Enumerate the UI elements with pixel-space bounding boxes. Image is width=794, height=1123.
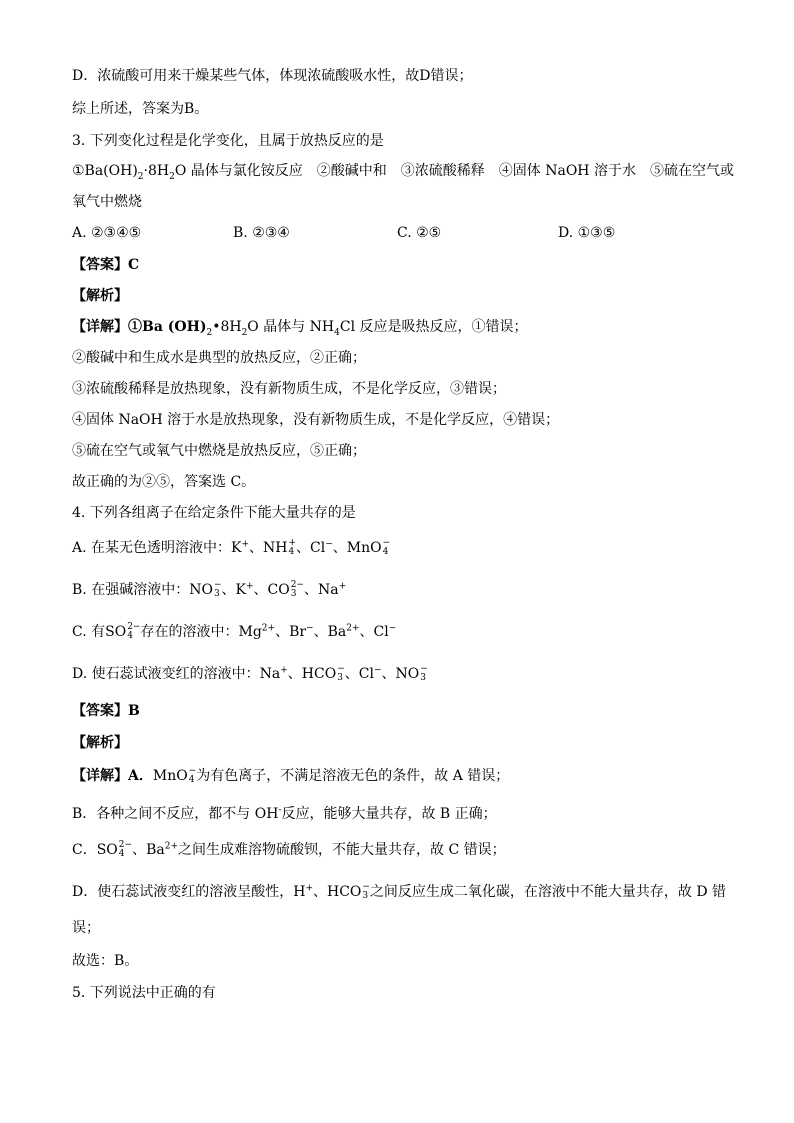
detail-4-line-6: 故选：B。	[72, 953, 139, 969]
question-4-option-a[interactable]: A. 在某无色透明溶液中：K+、NH + 4 、Cl−、MnO − 4	[72, 538, 391, 557]
answer-4: 【答案】B	[72, 703, 140, 719]
detail-4-line-1: 【详解】A．MnO − 4 为有色离子，不满足溶液无色的条件，故 A 错误；	[72, 766, 510, 785]
detail-3-line-4: ④固体 NaOH 溶于水是放热现象，没有新物质生成，不是化学反应，④错误；	[72, 412, 560, 428]
question-4-stem: 4. 下列各组离子在给定条件下能大量共存的是	[72, 505, 356, 521]
option-d-explanation: D．浓硫酸可用来干燥某些气体，体现浓硫酸吸水性，故D错误；	[72, 68, 473, 84]
question-3-option-a[interactable]: A. ②③④⑤	[72, 225, 142, 241]
detail-4-line-2: B．各种之间不反应，都不与 OH-反应，能够大量共存，故 B 正确；	[72, 805, 497, 822]
detail-4-line-4: D．使石蕊试液变红的溶液呈酸性，H+、HCO − 3 之间反应生成二氧化碳，在溶液中不能大量共存，故 D 错	[72, 882, 727, 901]
analysis-3-heading: 【解析】	[72, 288, 128, 304]
detail-3-line-2: ②酸碱中和生成水是典型的放热反应，②正确；	[72, 350, 366, 366]
answer-3: 【答案】C	[72, 257, 140, 273]
question-4-option-b[interactable]: B. 在强碱溶液中：NO − 3 、K+、CO 2− 3 、Na+	[72, 580, 347, 599]
question-3-option-c[interactable]: C. ②⑤	[397, 225, 442, 241]
detail-4-line-3: C．SO 2− 4 、$Ba^{2+}$之间生成难溶物硫酸钡，不能大量共存，故 C 错误；	[72, 840, 506, 859]
detail-3-line-5: ⑤硫在空气或氧气中燃烧是放热反应，⑤正确；	[72, 443, 366, 459]
detail-4-line-5: 误；	[72, 920, 100, 936]
detail-3-line-6: 故正确的为②⑤，答案选 C。	[72, 474, 256, 490]
analysis-4-heading: 【解析】	[72, 735, 128, 751]
question-3-stem: 3. 下列变化过程是化学变化，且属于放热反应的是	[72, 133, 384, 149]
question-3-option-d[interactable]: D. ①③⑤	[558, 225, 616, 241]
detail-3-line-3: ③浓硫酸稀释是放热现象，没有新物质生成，不是化学反应，③错误；	[72, 381, 506, 397]
question-5-stem: 5. 下列说法中正确的有	[72, 985, 216, 1001]
summary-line: 综上所述，答案为B。	[72, 101, 209, 117]
question-4-option-d[interactable]: D. 使石蕊试液变红的溶液中：Na+、HCO − 3 、Cl−、NO − 3	[72, 664, 428, 683]
question-3-option-b[interactable]: B. ②③④	[233, 225, 290, 241]
question-4-option-c[interactable]: C. 有SO 2− 4 存在的溶液中：$Mg^{2+}$、Br−、$Ba^{2+}$、Cl−	[72, 622, 397, 641]
detail-3-line-1: 【详解】①Ba $(OH)_2•8H_2O$ 晶体与 $NH_4Cl$ 反应是吸热反应，①错误；	[72, 319, 528, 338]
question-3-items-cont: 氧气中燃烧	[72, 194, 142, 210]
question-3-items: $①Ba(OH)_2\cdot 8H_2O$ 晶体与氯化铵反应 ②酸碱中和 ③浓硫酸稀释 ④固体 NaOH 溶于水 ⑤硫在空气或	[72, 163, 734, 182]
